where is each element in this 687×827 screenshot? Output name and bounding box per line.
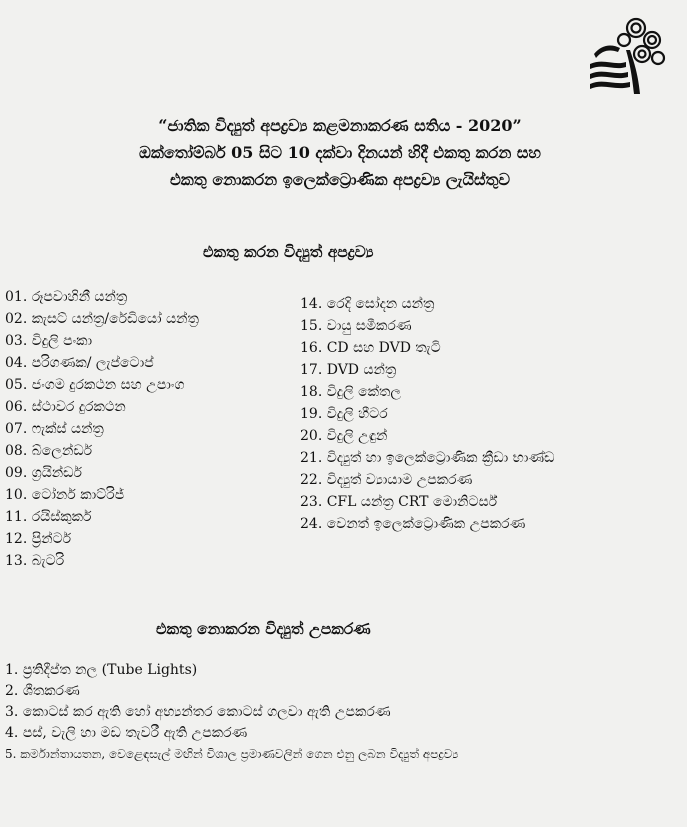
- list-item: 19. විදුලි හීටර: [300, 406, 388, 422]
- list-item: 12. ප්‍රින්ටර්: [5, 531, 72, 547]
- list-item: 2. ශීතකරණ: [5, 683, 80, 699]
- list-item: 20. විදුලි උඳුන්: [300, 428, 388, 444]
- collected-heading: එකතු කරන විද්‍යුත් අපද්‍රව්‍ය: [203, 242, 374, 261]
- list-item: 10. ටෝනර් කාට්රිජ්: [5, 487, 125, 503]
- title-line-2: ඔක්තෝම්බර් 05 සිට 10 දක්වා දිනයන් හිදී එකතු කරන සහ: [139, 143, 541, 162]
- title-line-1: “ජාතික විද්‍යුත් අපද්‍රව්‍ය කළමනාකරණ සතිය - 2020”: [158, 116, 522, 135]
- list-item: 22. විද්‍යුත් ව්‍යායාම උපකරණ: [300, 472, 473, 488]
- list-item: 1. ප්‍රතිදීප්ත නල (Tube Lights): [5, 662, 198, 678]
- list-item: 17. DVD යන්ත්‍ර: [300, 362, 397, 378]
- list-item: 11. රයිස්කුකර්: [5, 509, 92, 525]
- list-item: 04. පරිගණක/ ලැප්ටොප්: [5, 355, 154, 371]
- list-item: 3. කොටස් කර ඇති හෝ අභ්‍යන්තර කොටස් ගලවා ඇති උපකරණ: [5, 704, 391, 720]
- list-item: 03. විදුලි පංකා: [5, 333, 93, 349]
- list-item: 14. රෙදි සෝදන යන්ත්‍ර: [300, 296, 435, 312]
- tree-logo-icon: [586, 14, 666, 96]
- list-item: 07. ෆැක්ස් යන්ත්‍ර: [5, 421, 104, 437]
- list-item: 09. ග්‍රයින්ඩර්: [5, 465, 82, 481]
- title-line-3: එකතු නොකරන ඉලෙක්ට්‍රොණික අපද්‍රව්‍ය ලැයිස්තුව: [169, 170, 511, 189]
- not-collected-heading: එකතු නොකරන විද්‍යුත් උපකරණ: [156, 619, 371, 638]
- list-item: 16. CD සහ DVD තැටි: [300, 340, 441, 356]
- list-item: 18. විදුලි කේතල: [300, 384, 402, 400]
- list-item: 05. ජංගම දුරකථන සහ උපාංග: [5, 377, 185, 393]
- list-item: 24. වෙනත් ඉලෙක්ට්‍රොණික උපකරණ: [300, 516, 526, 532]
- document-title: [40, 112, 640, 193]
- list-item: 02. කැසට් යන්ත්‍ර/රේඩියෝ යන්ත්‍ර: [5, 311, 199, 327]
- list-item: 4. පස්, වැලි හා මඩ තැවරී ඇති උපකරණ: [5, 725, 248, 741]
- list-item: 23. CFL යන්ත්‍ර CRT මොනිටර්ස්: [300, 494, 498, 510]
- list-item: 08. බ්ලෙන්ඩර්: [5, 443, 93, 459]
- list-item: 13. බැටරි: [5, 553, 65, 569]
- list-item: 06. ස්ථාවර දුරකථන: [5, 399, 126, 415]
- list-item: 15. වායු සමීකරණ: [300, 318, 412, 334]
- list-item: 01. රූපවාහිනී යන්ත්‍ර: [5, 289, 128, 305]
- list-item: 21. විද්‍යුත් හා ඉලෙක්ට්‍රොණික ක්‍රීඩා භාණ්ඩ: [300, 450, 555, 466]
- list-item: 5. කර්මාන්තායතන, වෙළෙඳසැල් මඟින් විශාල ප්‍රමාණවලින් ගෙන එනු ලබන විද්‍යුත් අපද්‍රව්‍ය: [5, 747, 459, 761]
